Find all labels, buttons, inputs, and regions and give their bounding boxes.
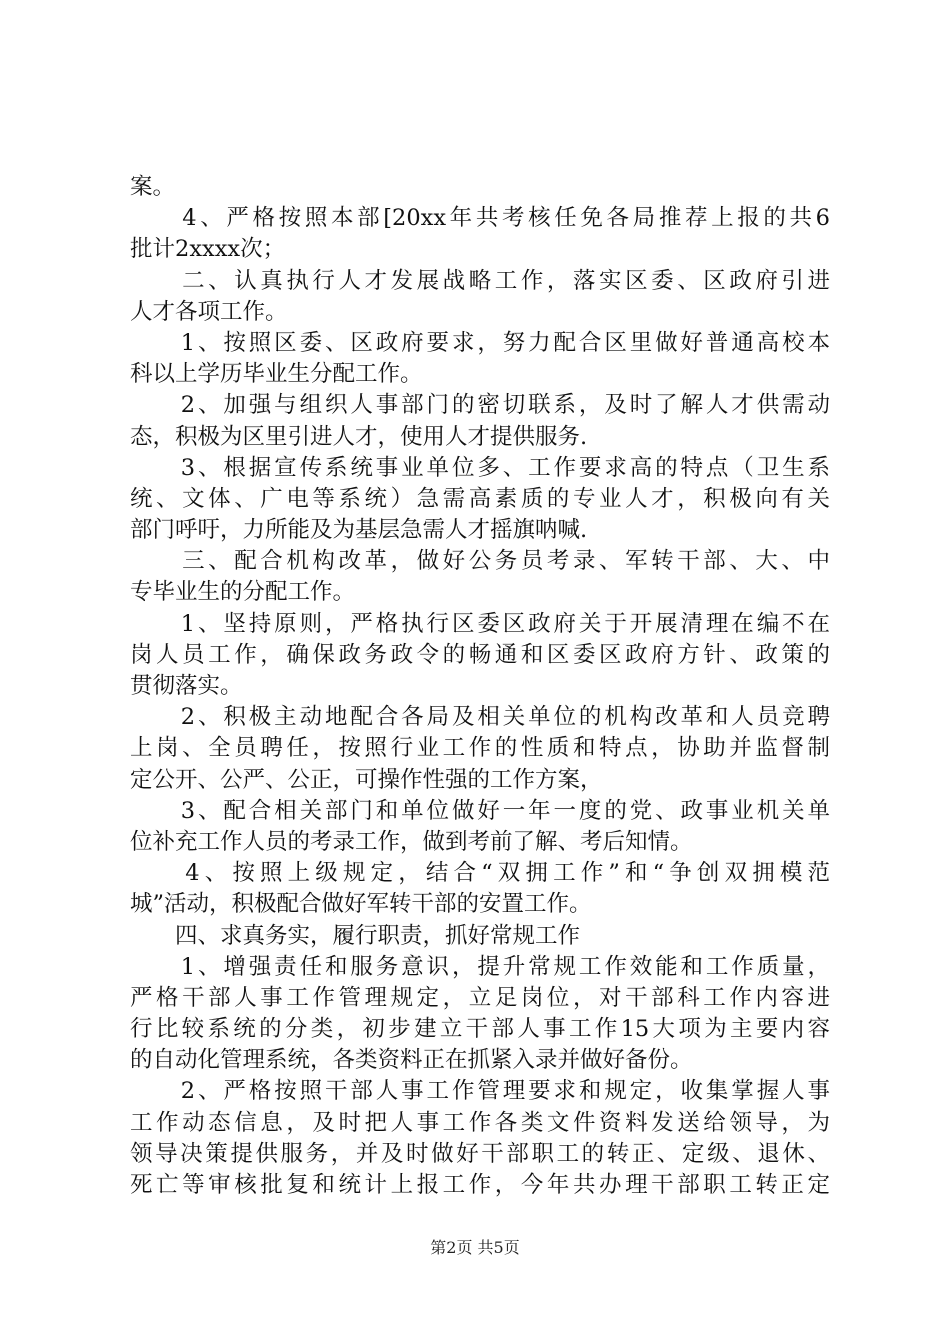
text-line: 态，积极为区里引进人才，使用人才提供服务.: [130, 423, 588, 450]
text-line: 2、积极主动地配合各局及相关单位的机构改革和人员竞聘: [130, 704, 830, 731]
text-line: 3、配合相关部门和单位做好一年一度的党、政事业机关单: [130, 797, 830, 824]
text-line: 死亡等审核批复和统计上报工作，今年共办理干部职工转正定: [130, 1172, 830, 1198]
text-line: 的自动化管理系统，各类资料正在抓紧入录并做好备份。: [130, 1047, 693, 1074]
text-line: 2、加强与组织人事部门的密切联系，及时了解人才供需动: [130, 392, 830, 419]
text-line: 4、严格按照本部[20xx年共考核任免各局推荐上报的共6: [130, 205, 830, 232]
text-line: 二、认真执行人才发展战略工作，落实区委、区政府引进: [130, 267, 830, 294]
text-line: 4、按照上级规定，结合“双拥工作”和“争创双拥模范: [130, 860, 830, 887]
text-line: 1、增强责任和服务意识，提升常规工作效能和工作质量，: [130, 953, 830, 980]
text-line: 1、坚持原则，严格执行区委区政府关于开展清理在编不在: [130, 610, 830, 637]
text-line: 统、文体、广电等系统）急需高素质的专业人才，积极向有关: [130, 485, 830, 512]
text-line: 科以上学历毕业生分配工作。: [130, 361, 423, 388]
text-line: 2、严格按照干部人事工作管理要求和规定，收集掌握人事: [130, 1078, 830, 1105]
text-line: 岗人员工作，确保政务政令的畅通和区委区政府方针、政策的: [130, 641, 830, 668]
text-line: 人才各项工作。: [130, 298, 288, 325]
text-line: 定公开、公严、公正，可操作性强的工作方案，: [130, 766, 603, 793]
text-line: 四、求真务实，履行职责，抓好常规工作: [130, 922, 581, 949]
text-line: 案。: [130, 174, 176, 200]
text-line: 位补充工作人员的考录工作，做到考前了解、考后知情。: [130, 828, 693, 855]
text-line: 3、根据宣传系统事业单位多、工作要求高的特点（卫生系: [130, 454, 830, 481]
text-line: 行比较系统的分类，初步建立干部人事工作15大项为主要内容: [130, 1016, 830, 1043]
text-line: 1、按照区委、区政府要求，努力配合区里做好普通高校本: [130, 329, 830, 356]
text-line: 贯彻落实。: [130, 673, 243, 699]
text-line: 批计2xxxx次；: [130, 236, 286, 263]
text-line: 工作动态信息，及时把人事工作各类文件资料发送给领导，为: [130, 1109, 830, 1136]
text-line: 严格干部人事工作管理规定，立足岗位，对干部科工作内容进: [130, 984, 830, 1011]
document-body: [130, 172, 830, 1201]
text-line: 上岗、全员聘任，按照行业工作的性质和特点，协助并监督制: [130, 735, 830, 762]
text-line: 专毕业生的分配工作。: [130, 579, 356, 606]
page-number-footer: 第2页 共5页: [430, 1238, 520, 1257]
text-line: 三、配合机构改革，做好公务员考录、军转干部、大、中: [130, 548, 830, 575]
text-line: 部门呼吁，力所能及为基层急需人才摇旗呐喊.: [130, 517, 588, 544]
text-line: 城”活动，积极配合做好军转干部的安置工作。: [130, 891, 592, 918]
text-line: 领导决策提供服务，并及时做好干部职工的转正、定级、退休、: [130, 1140, 830, 1167]
